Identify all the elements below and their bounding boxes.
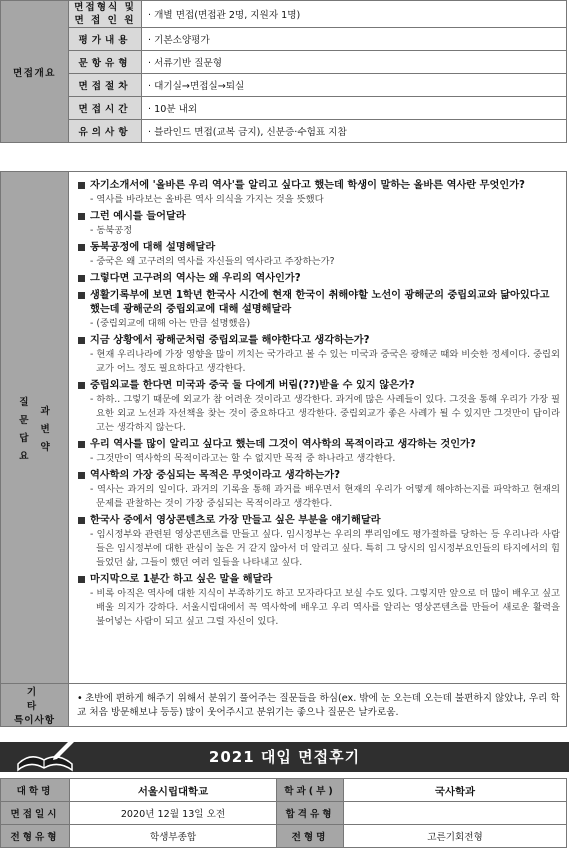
square-bullet-icon (78, 517, 85, 524)
dash-bullet: - (90, 349, 97, 360)
overview-label-notes: 유의사항 (69, 120, 142, 143)
square-bullet-icon (78, 576, 85, 583)
overview-value-type: · 서류기반 질문형 (142, 51, 567, 74)
overview-label-format: 면접형식 및 면 접 인 원 (69, 1, 142, 28)
qa-category-char: 답 (19, 432, 29, 444)
answer: - 하하.. 그렇기 때문에 외교가 참 어려운 것이라고 생각한다. 과거에 많은 사례들이 있다. 그것을 통해 우리가 가장 필요한 외교 노선과 자선책을 찾는 것이 중요하다고 생각한다. 중립외교가 좋은 사례가 될 수 있지만 그것만이 답이라고는 생각하지 않는다. (90, 394, 560, 433)
qa-category-right (41, 403, 50, 462)
bullet-icon: • (77, 693, 83, 704)
question: 동북공정에 대해 설명해달라 (77, 241, 560, 255)
type2-value: 고른기회전형 (344, 825, 567, 848)
qa-table (0, 171, 567, 727)
interview-overview-table (0, 0, 567, 143)
dash-bullet: - (90, 453, 97, 464)
overview-value-eval: · 기본소양평가 (142, 28, 567, 51)
qa-category-char: 과 (40, 405, 50, 417)
type-value: 학생부종합 (70, 825, 277, 848)
open-book-pen-icon (14, 734, 76, 774)
overview-label-eval: 평가내용 (69, 28, 142, 51)
type-label: 전형유형 (1, 825, 70, 848)
dash-bullet: - (90, 529, 97, 540)
answer: - (중립외교에 대해 아는 만큼 설명했음) (90, 318, 251, 329)
dash-bullet: - (90, 318, 97, 329)
qa-category-left (19, 394, 28, 462)
answer: - 역사는 과거의 일이다. 과거의 기록을 통해 과거를 배우면서 현재의 우리가 어떻게 해야하는지를 파악하고 현재의 문제를 관찰하는 것이 가장 중심되는 목적이라고 생각한다. (90, 484, 560, 509)
question: 지금 상황에서 광해군처럼 중립외교를 해야한다고 생각하는가? (77, 334, 560, 348)
square-bullet-icon (78, 441, 85, 448)
overview-category: 면접개요 (1, 1, 69, 143)
result-label: 합격유형 (277, 802, 344, 825)
square-bullet-icon (78, 292, 85, 299)
dash-bullet: - (90, 394, 97, 405)
date-label: 면접일시 (1, 802, 70, 825)
etc-body: • 초반에 편하게 해주기 위해서 분위기 풀어주는 질문들을 하심(ex. 밖에 눈 오는데 오는데 불편하지 않았냐, 우리 학교 처음 방문해보냐 등등) 많이 웃어주시고 분위기는 좋으나 질문은 날카로움. (69, 684, 567, 727)
square-bullet-icon (78, 275, 85, 282)
overview-value-format: · 개별 면접(면접관 2명, 지원자 1명) (142, 1, 567, 28)
question: 중립외교를 한다면 미국과 중국 둘 다에게 버림(??)받을 수 있지 않은가? (77, 379, 560, 393)
univ-value: 서울시립대학교 (70, 779, 277, 802)
overview-label-type: 문항유형 (69, 51, 142, 74)
square-bullet-icon (78, 382, 85, 389)
overview-value-notes: · 블라인드 면접(교복 금지), 신분증·수험표 지참 (142, 120, 567, 143)
qa-category-char: 문 (19, 414, 29, 426)
square-bullet-icon (78, 213, 85, 220)
question: 자기소개서에 '올바른 우리 역사'를 알리고 싶다고 했는데 학생이 말하는 올바른 역사란 무엇인가? (77, 179, 560, 193)
dash-bullet: - (90, 194, 97, 205)
square-bullet-icon (78, 244, 85, 251)
review-banner (0, 742, 569, 772)
etc-category: 기타 특이사항 (1, 684, 69, 727)
answer: - 임시정부와 관련된 영상콘텐츠를 만들고 싶다. 임시정부는 우리의 뿌리임에도 평가절하를 당하는 등 우리나라 사람들은 임시정부에 대한 관심이 높은 거 같지 않아서 더 알리고 싶다. 특히 그 당시의 임시정부요인들의 타지에서의 힘들었던 삶, 그들이 했던 여러 일들을 나타내고 싶다. (90, 529, 561, 568)
question: 마지막으로 1분간 하고 싶은 말을 해달라 (77, 573, 560, 587)
overview-value-procedure: · 대기실→면접실→퇴실 (142, 74, 567, 97)
overview-label-procedure: 면접절차 (69, 74, 142, 97)
answer: - 현재 우리나라에 가장 영향을 많이 끼치는 국가라고 볼 수 있는 미국과 중국은 광해군 때와 비슷한 정세이다. 중립외교가 어느 정도 필요하다고 생각한다. (90, 349, 561, 374)
question: 한국사 중에서 영상콘텐츠로 가장 만들고 싶은 부분을 얘기해달라 (77, 514, 560, 528)
square-bullet-icon (78, 182, 85, 189)
qa-category-char: 약 (40, 441, 50, 453)
dash-bullet: - (90, 588, 97, 599)
answer: - 비록 아직은 역사에 대한 지식이 부족하기도 하고 모자라다고 보실 수도 있다. 그렇지만 앞으로 더 많이 배우고 싶고 배울 의지가 강하다. 서울시립대에서 꼭 역사학에 배우고 우리 역사를 알리는 영상콘텐츠를 만들어 새로운 활력을 불어넣는 사람이 되고 싶고 그럴 자신이 있다. (90, 588, 561, 627)
admission-info-table (0, 778, 567, 848)
qa-category-char: 변 (40, 423, 50, 435)
overview-label-time: 면접시간 (69, 97, 142, 120)
question: 우리 역사를 많이 알리고 싶다고 했는데 그것이 역사학의 목적이라고 생각하는 것인가? (77, 438, 560, 452)
qa-body (69, 172, 567, 684)
question: 그렇다면 고구려의 역사는 왜 우리의 역사인가? (77, 272, 560, 286)
qa-category-char: 질 (19, 396, 29, 408)
type2-label: 전형명 (277, 825, 344, 848)
date-value: 2020년 12월 13일 오전 (70, 802, 277, 825)
square-bullet-icon (78, 337, 85, 344)
question: 그런 예시를 들어달라 (77, 210, 560, 224)
univ-label: 대학명 (1, 779, 70, 802)
answer: - 그것만이 역사학의 목적이라고는 할 수 없지만 목적 중 하나라고 생각한다. (90, 453, 396, 464)
question: 생활기록부에 보면 1학년 한국사 시간에 현재 한국이 취해야할 노선이 광해군의 중립외교와 닮아있다고 했는데 광해군의 중립외교에 대해 설명해달라 (77, 289, 560, 317)
banner-title: 2021 대입 면접후기 (208, 748, 361, 766)
answer: - 동북공정 (90, 225, 133, 236)
square-bullet-icon (78, 472, 85, 479)
result-value (344, 802, 567, 825)
dept-label: 학과(부) (277, 779, 344, 802)
dash-bullet: - (90, 484, 97, 495)
qa-category-char: 요 (19, 450, 29, 462)
qa-category (1, 172, 69, 684)
dash-bullet: - (90, 256, 97, 267)
answer: - 역사를 바라보는 올바른 역사 의식을 가지는 것을 뜻했다 (90, 194, 324, 205)
dept-value: 국사학과 (344, 779, 567, 802)
dash-bullet: - (90, 225, 97, 236)
overview-value-time: · 10분 내외 (142, 97, 567, 120)
question: 역사학의 가장 중심되는 목적은 무엇이라고 생각하는가? (77, 469, 560, 483)
answer: - 중국은 왜 고구려의 역사를 자신들의 역사라고 주장하는가? (90, 256, 335, 267)
